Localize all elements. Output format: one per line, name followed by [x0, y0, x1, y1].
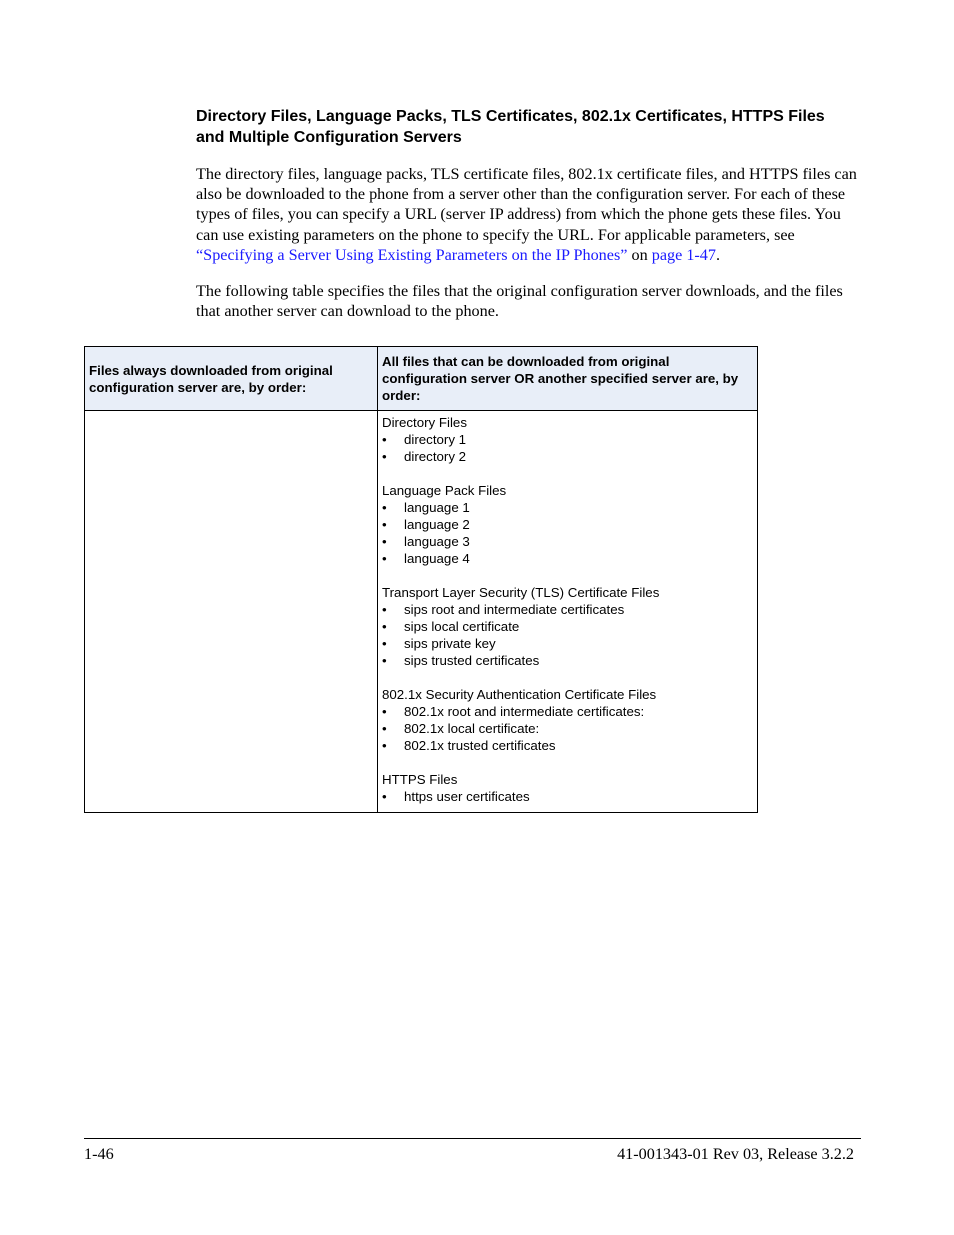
intro-paragraph	[196, 164, 861, 265]
list-item: • language 4	[382, 550, 753, 567]
table-header-row	[85, 347, 758, 411]
list-item: • sips trusted certificates	[382, 652, 753, 669]
list-item: • 802.1x trusted certificates	[382, 737, 753, 754]
file-group-directory	[382, 414, 753, 465]
list-item: • sips root and intermediate certificates	[382, 601, 753, 618]
list-item: • https user certificates	[382, 788, 753, 805]
list-item: • language 2	[382, 516, 753, 533]
file-group-https	[382, 771, 753, 805]
list-item: • sips local certificate	[382, 618, 753, 635]
list-item: • 802.1x root and intermediate certificates:	[382, 703, 753, 720]
file-group-8021x	[382, 686, 753, 754]
list-item: • language 3	[382, 533, 753, 550]
list-item: • sips private key	[382, 635, 753, 652]
file-group-tls	[382, 584, 753, 669]
page-reference-link[interactable]: page 1-47	[651, 245, 716, 264]
section-heading: Directory Files, Language Packs, TLS Certificates, 802.1x Certificates, HTTPS Files and Multiple Configuration Servers	[196, 108, 825, 146]
cross-reference-link[interactable]: “Specifying a Server Using Existing Parameters on the IP Phones”	[196, 245, 628, 264]
intro-period: .	[716, 245, 721, 264]
document-id: 41-001343-01 Rev 03, Release 3.2.2	[617, 1145, 854, 1163]
any-server-files-cell	[378, 411, 758, 813]
page-number: 1-46	[84, 1145, 114, 1163]
group-title: Directory Files	[382, 415, 467, 430]
file-download-table	[84, 346, 758, 813]
group-title: Transport Layer Security (TLS) Certificate Files	[382, 585, 660, 600]
group-title: Language Pack Files	[382, 483, 507, 498]
table-row	[85, 411, 758, 813]
group-title: HTTPS Files	[382, 772, 458, 787]
list-item: • 802.1x local certificate:	[382, 720, 753, 737]
list-item: • directory 2	[382, 448, 753, 465]
footer-divider	[84, 1138, 861, 1139]
file-group-language	[382, 482, 753, 567]
col-original-server-header: Files always downloaded from original configuration server are, by order:	[85, 347, 378, 411]
col-any-server-header: All files that can be downloaded from original configuration server OR another specified server are, by order:	[378, 347, 758, 411]
intro-on-text: on	[627, 245, 652, 264]
group-title: 802.1x Security Authentication Certificate Files	[382, 687, 657, 702]
list-item: • directory 1	[382, 431, 753, 448]
original-server-files-cell	[85, 411, 378, 813]
list-item: • language 1	[382, 499, 753, 516]
table-intro-paragraph: The following table specifies the files that the original configuration server downloads, and the files that another server can download to the phone.	[196, 282, 843, 321]
intro-text: The directory files, language packs, TLS certificate files, 802.1x certificate files, and HTTPS files can also be downloaded to the phone from a server other than the configuration server. For each of these types of files, you can specify a URL (server IP address) from which the phone gets these files. You can use existing parameters on the phone to specify the URL. For applicable parameters, see	[196, 165, 857, 244]
